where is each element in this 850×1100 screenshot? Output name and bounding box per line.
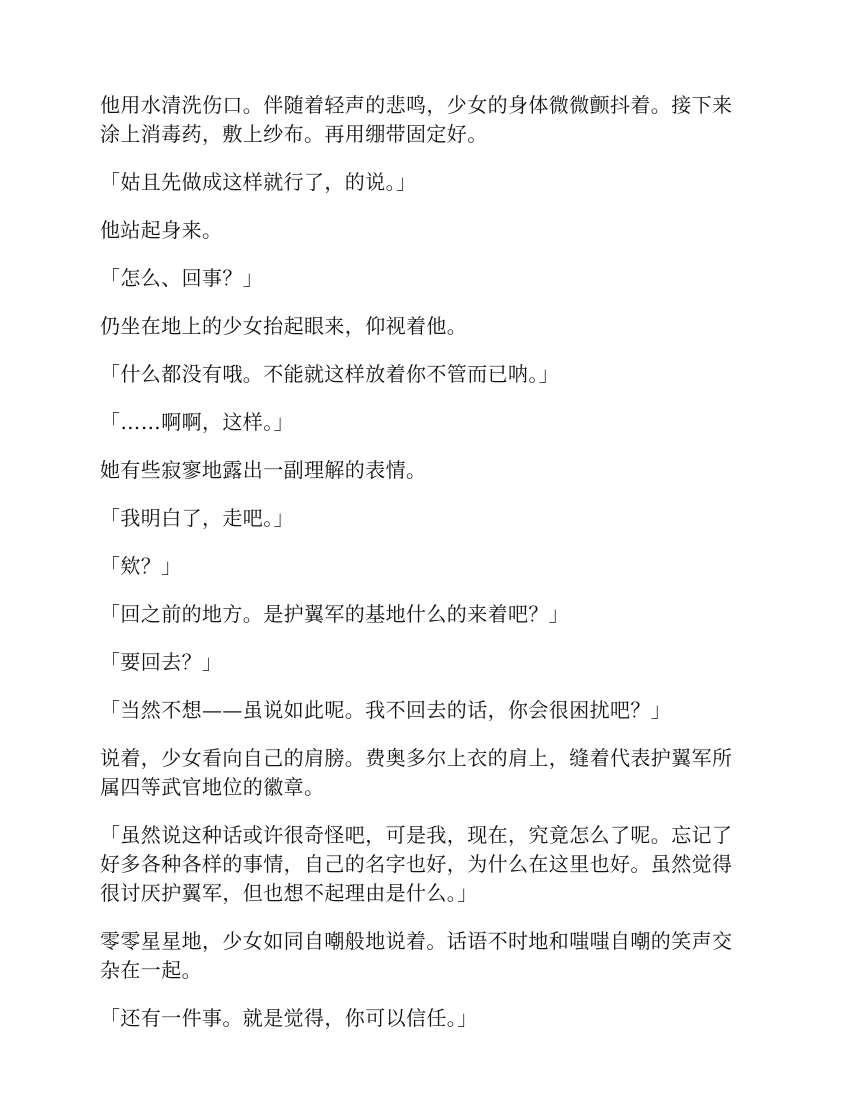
paragraph: 「虽然说这种话或许很奇怪吧，可是我，现在，究竟怎么了呢。忘记了好多各种各样的事情，自己的名字也好，为什么在这里也好。虽然觉得很讨厌护翼军，但也想不起理由是什么。」 (100, 823, 733, 905)
paragraph: 说着，少女看向自己的肩膀。费奥多尔上衣的肩上，缝着代表护翼军所属四等武官地位的徽章。 (100, 746, 733, 799)
paragraph: 「什么都没有哦。不能就这样放着你不管而已呐。」 (100, 362, 560, 386)
paragraph: 「怎么、回事？」 (100, 266, 264, 290)
paragraph: 「欸？」 (100, 554, 182, 578)
paragraph: 「回之前的地方。是护翼军的基地什么的来着吧？」 (100, 602, 570, 626)
paragraph: 「要回去？」 (100, 650, 223, 674)
paragraph: 仍坐在地上的少女抬起眼来，仰视着他。 (100, 314, 468, 338)
paragraph: 他用水清洗伤口。伴随着轻声的悲鸣，少女的身体微微颤抖着。接下来涂上消毒药，敷上纱布。再用绷带固定好。 (100, 93, 733, 146)
paragraph: 「当然不想——虽说如此呢。我不回去的话，你会很困扰吧？」 (100, 698, 672, 722)
paragraph: 零零星星地，少女如同自嘲般地说着。话语不时地和嗤嗤自嘲的笑声交杂在一起。 (100, 929, 733, 982)
paragraph: 她有些寂寥地露出一副理解的表情。 (100, 458, 427, 482)
paragraph: 「……啊啊，这样。」 (100, 410, 294, 434)
paragraph: 他站起身来。 (100, 218, 223, 242)
document-page (100, 91, 750, 1052)
paragraph: 「还有一件事。就是觉得，你可以信任。」 (100, 1006, 478, 1030)
paragraph: 「我明白了，走吧。」 (100, 506, 294, 530)
paragraph: 「姑且先做成这样就行了，的说。」 (100, 170, 417, 194)
